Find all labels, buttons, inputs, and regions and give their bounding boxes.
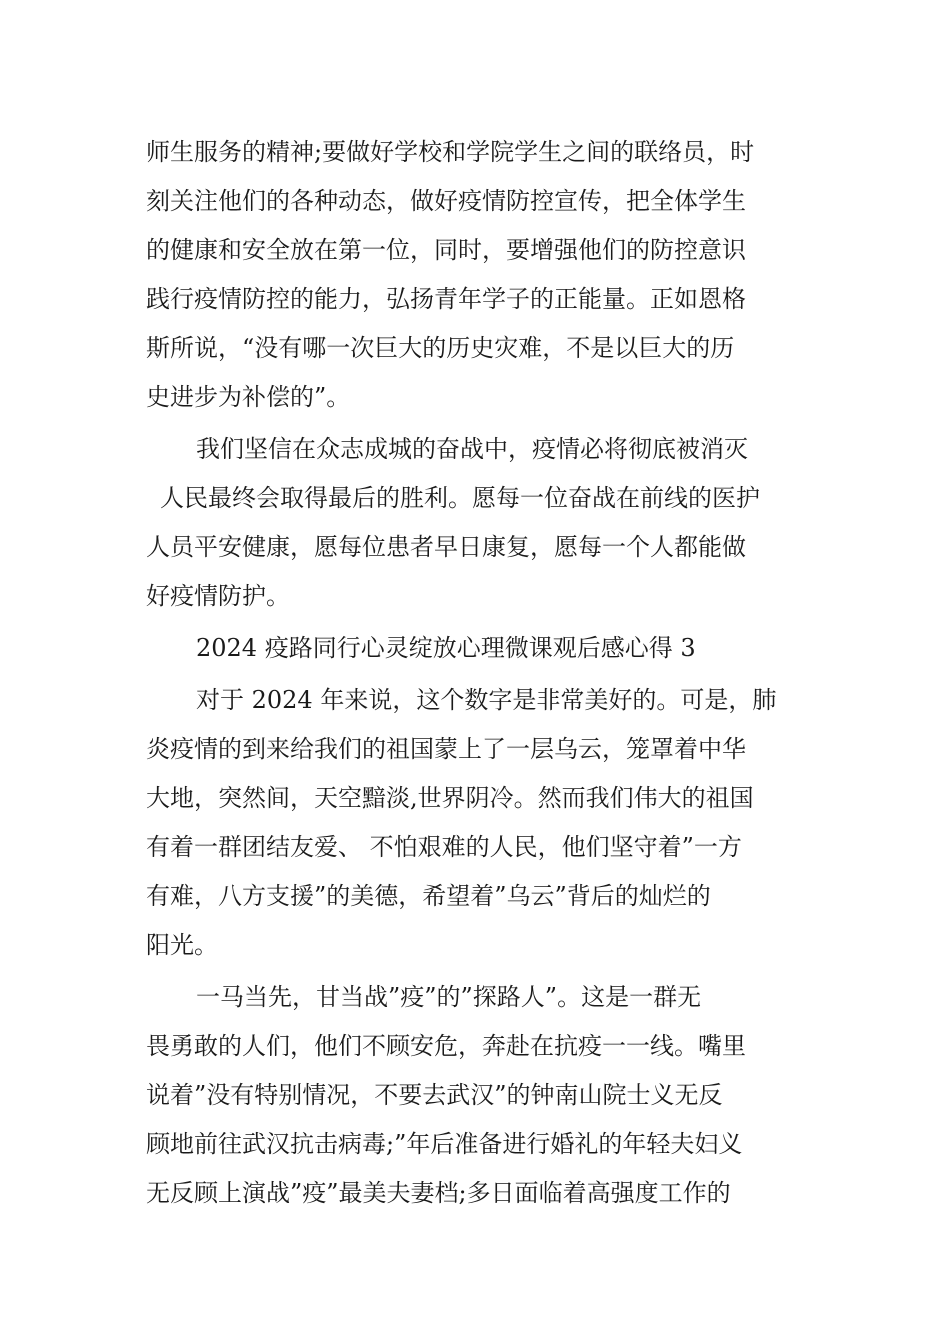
paragraph-line: 说着”没有特别情况，不要去武汉”的钟南山院士义无反: [146, 1081, 723, 1109]
paragraph-line: 大地，突然间，天空黯淡,世界阴冷。然而我们伟大的祖国: [146, 784, 754, 812]
paragraph-line: 斯所说，“没有哪一次巨大的历史灾难，不是以巨大的历: [146, 334, 735, 362]
paragraph-line: 刻关注他们的各种动态，做好疫情防控宣传，把全体学生: [146, 187, 746, 215]
section-heading: 2024 疫路同行心灵绽放心理微课观后感心得 3: [196, 634, 696, 662]
paragraph-line: 阳光。: [146, 931, 218, 959]
paragraph-line: 人民最终会取得最后的胜利。愿每一位奋战在前线的医护: [160, 484, 760, 512]
paragraph-line: 有难，八方支援”的美德，希望着”乌云”背后的灿烂的: [146, 882, 711, 910]
paragraph-line: 顾地前往武汉抗击病毒;”年后准备进行婚礼的年轻夫妇义: [146, 1130, 743, 1158]
paragraph-line: 有着一群团结友爱、 不怕艰难的人民，他们坚守着”一方: [146, 833, 742, 861]
paragraph-line: 史进步为补偿的”。: [146, 383, 351, 411]
paragraph-line: 践行疫情防控的能力，弘扬青年学子的正能量。正如恩格: [146, 285, 746, 313]
paragraph-line: 师生服务的精神;要做好学校和学院学生之间的联络员，时: [146, 138, 755, 166]
paragraph-line: 对于 2024 年来说，这个数字是非常美好的。可是，肺: [196, 686, 777, 714]
paragraph-line: 炎疫情的到来给我们的祖国蒙上了一层乌云，笼罩着中华: [146, 735, 746, 763]
paragraph-line: 畏勇敢的人们，他们不顾安危，奔赴在抗疫一一线。嘴里: [146, 1032, 746, 1060]
paragraph-line: 好疫情防护。: [146, 582, 290, 610]
paragraph-line: 人员平安健康，愿每位患者早日康复，愿每一个人都能做: [146, 533, 746, 561]
paragraph-line: 一马当先，甘当战”疫”的”探路人”。这是一群无: [196, 983, 702, 1011]
paragraph-line: 我们坚信在众志成城的奋战中，疫情必将彻底被消灭: [196, 435, 748, 463]
paragraph-line: 无反顾上演战”疫”最美夫妻档;多日面临着高强度工作的: [146, 1179, 731, 1207]
paragraph-line: 的健康和安全放在第一位，同时，要增强他们的防控意识: [146, 236, 746, 264]
